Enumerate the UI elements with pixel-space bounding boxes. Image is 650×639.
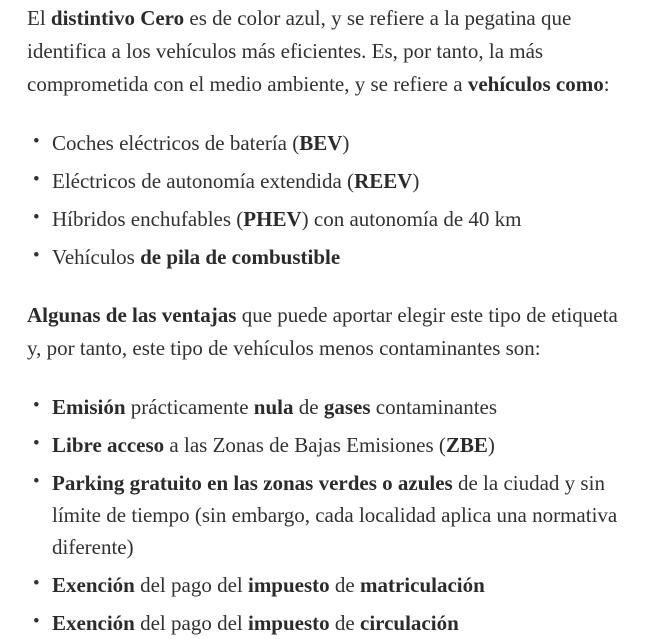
bold-text-run: circulación bbox=[360, 611, 459, 635]
text-run: ) bbox=[342, 131, 350, 155]
list-item bbox=[33, 607, 636, 639]
text-run: ) con autonomía de 40 km bbox=[301, 207, 522, 231]
advantages-paragraph bbox=[27, 299, 636, 365]
bullet-icon: • bbox=[33, 169, 40, 190]
bullet-icon: • bbox=[33, 245, 40, 266]
list-item bbox=[33, 241, 636, 273]
text-run: El bbox=[27, 6, 51, 30]
bold-text-run: de pila de combustible bbox=[140, 245, 341, 269]
bold-text-run: impuesto bbox=[247, 611, 330, 635]
text-run: que puede aportar elegir este tipo de etiqueta y, por tanto, este tipo de vehículos menos contaminantes son: bbox=[27, 303, 618, 360]
text-run: ) bbox=[412, 169, 420, 193]
bullet-icon: • bbox=[33, 207, 40, 228]
list-item-text bbox=[52, 245, 340, 269]
list-item-text bbox=[52, 433, 495, 457]
text-run: a las Zonas de Bajas Emisiones ( bbox=[164, 433, 446, 457]
bold-text-run: Libre acceso bbox=[52, 433, 165, 457]
bold-text-run: ZBE bbox=[445, 433, 488, 457]
bold-text-run: PHEV bbox=[243, 207, 302, 231]
text-run: contaminantes bbox=[370, 395, 498, 419]
list-item-text bbox=[52, 131, 349, 155]
text-run: ) bbox=[487, 433, 495, 457]
list-item-text bbox=[52, 611, 459, 635]
bold-text-run: BEV bbox=[299, 131, 343, 155]
bold-text-run: impuesto bbox=[247, 573, 330, 597]
list-item-text bbox=[52, 573, 485, 597]
list-item bbox=[33, 467, 636, 563]
bold-text-run: distintivo Cero bbox=[50, 6, 185, 30]
bold-text-run: Emisión bbox=[52, 395, 126, 419]
bold-text-run: nula bbox=[253, 395, 294, 419]
bold-text-run: Parking gratuito en las zonas verdes o azules bbox=[52, 471, 453, 495]
advantages-list bbox=[27, 391, 636, 639]
text-run: prácticamente bbox=[125, 395, 254, 419]
list-item bbox=[33, 391, 636, 423]
list-item bbox=[33, 569, 636, 601]
list-item bbox=[33, 165, 636, 197]
text-run: del pago del bbox=[134, 611, 248, 635]
text-run: de bbox=[293, 395, 324, 419]
list-item-text bbox=[52, 395, 497, 419]
text-run: de bbox=[329, 573, 360, 597]
text-run: de la ciudad y sin límite de tiempo (sin embargo, cada localidad aplica una normativa diferente) bbox=[52, 471, 618, 559]
text-run: Híbridos enchufables ( bbox=[52, 207, 244, 231]
list-item-text bbox=[52, 169, 419, 193]
bullet-icon: • bbox=[33, 131, 40, 152]
bold-text-run: gases bbox=[323, 395, 371, 419]
text-run: : bbox=[603, 72, 610, 96]
bullet-icon: • bbox=[33, 573, 40, 594]
bold-text-run: Exención bbox=[52, 611, 135, 635]
bullet-icon: • bbox=[33, 395, 40, 416]
bold-text-run: vehículos como bbox=[467, 72, 604, 96]
vehicle-types-list bbox=[27, 127, 636, 273]
text-run: Eléctricos de autonomía extendida ( bbox=[52, 169, 355, 193]
bullet-icon: • bbox=[33, 433, 40, 454]
text-run: del pago del bbox=[134, 573, 248, 597]
list-item bbox=[33, 203, 636, 235]
bullet-icon: • bbox=[33, 611, 40, 632]
bold-text-run: REEV bbox=[354, 169, 413, 193]
list-item bbox=[33, 429, 636, 461]
bold-text-run: matriculación bbox=[360, 573, 485, 597]
list-item-text bbox=[52, 471, 617, 559]
list-item-text bbox=[52, 207, 522, 231]
bold-text-run: Algunas de las ventajas bbox=[27, 303, 237, 327]
list-item bbox=[33, 127, 636, 159]
bullet-icon: • bbox=[33, 471, 40, 492]
intro-paragraph bbox=[27, 2, 636, 101]
text-run: Vehículos bbox=[52, 245, 141, 269]
text-run: de bbox=[329, 611, 360, 635]
bold-text-run: Exención bbox=[52, 573, 135, 597]
text-run: es de color azul, y se refiere a la pegatina que identifica a los vehículos más eficientes. Es, por tanto, la más comprometida con el medio ambiente, y se refiere a bbox=[27, 6, 572, 96]
text-run: Coches eléctricos de batería ( bbox=[52, 131, 300, 155]
